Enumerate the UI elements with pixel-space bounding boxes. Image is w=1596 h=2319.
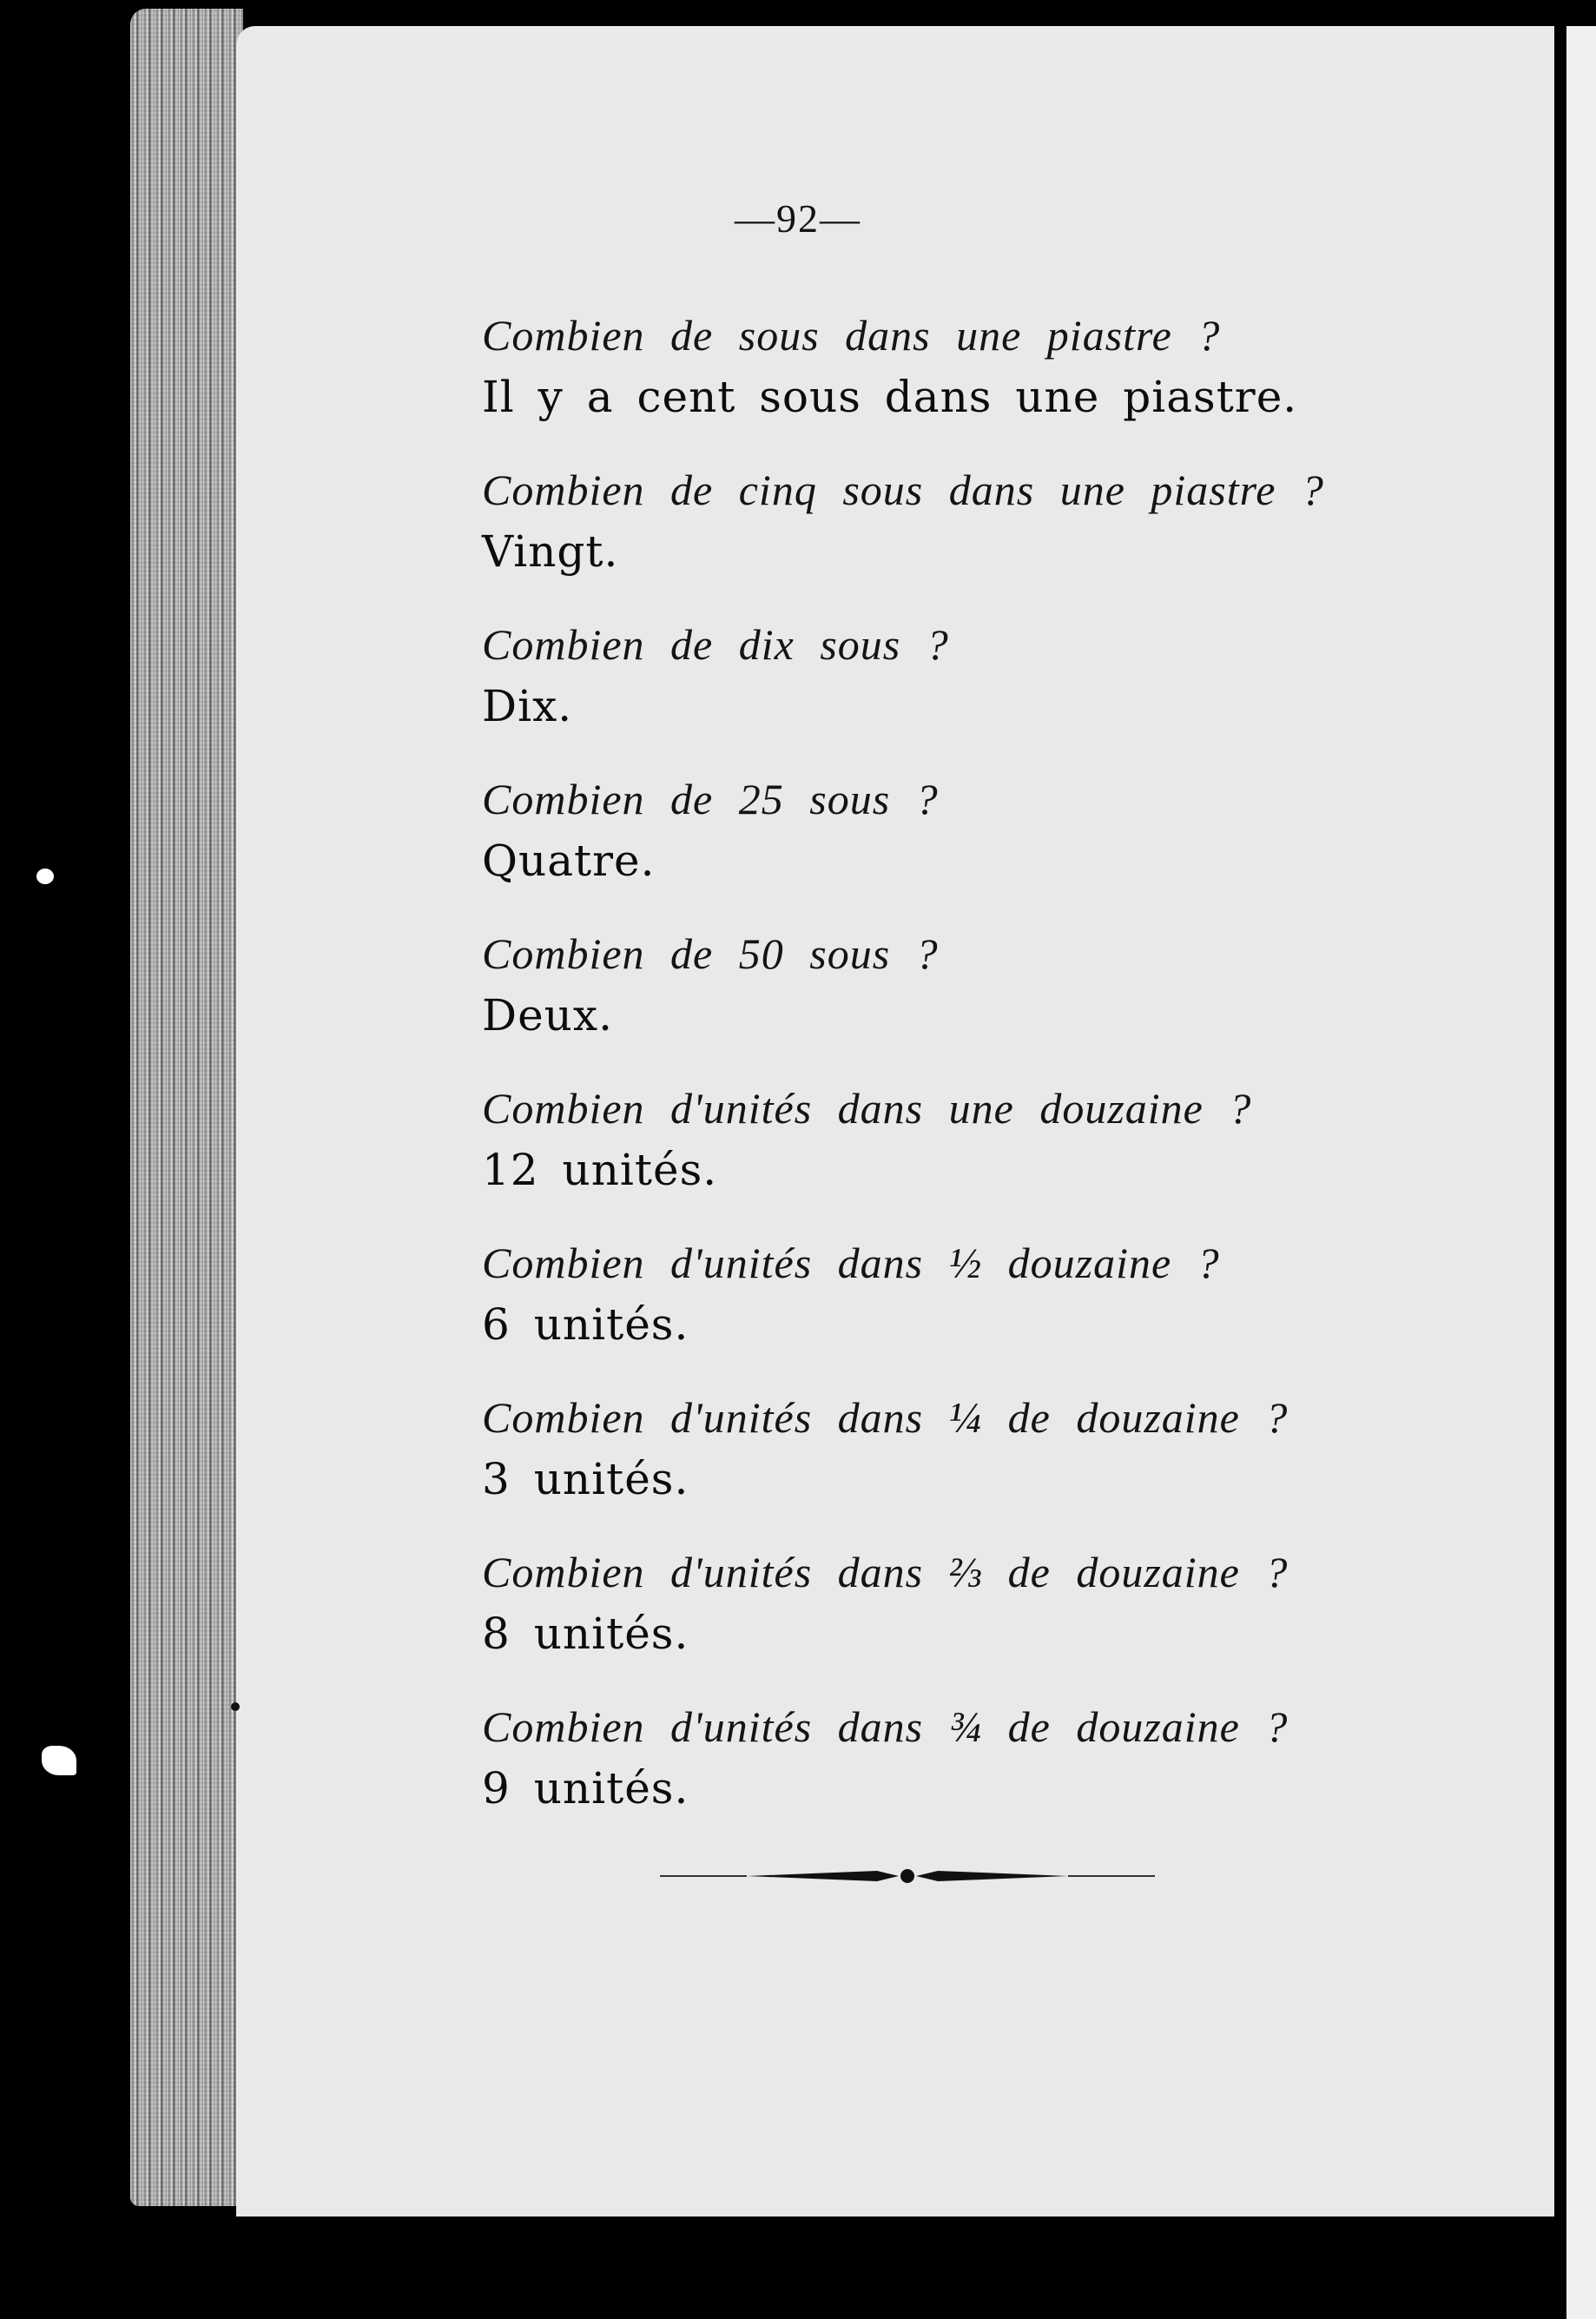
qa-item [482,1232,1437,1355]
question-text: Combien de cinq sous dans une piastre ? [482,466,1324,514]
answer-text: 8 unités. [482,1609,689,1659]
gutter-shadow [1554,0,1566,2288]
decorative-rule-icon [660,1859,1155,1893]
qa-item [482,1386,1437,1510]
answer-text: Il y a cent sous dans une piastre. [482,372,1298,422]
facing-page-edge [1566,26,1596,2319]
answer-text: 12 unités. [482,1145,718,1195]
question-text: Combien d'unités dans ½ douzaine ? [482,1239,1220,1287]
scan-speck [36,869,54,884]
question-text: Combien d'unités dans ⅔ de douzaine ? [482,1548,1289,1596]
question-text: Combien de 50 sous ? [482,929,939,978]
qa-item [482,1541,1437,1664]
question-text: Combien d'unités dans ¾ de douzaine ? [482,1702,1289,1751]
qa-item [482,613,1437,737]
question-answer-list [482,304,1437,1850]
question-text: Combien de dix sous ? [482,620,949,669]
question-text: Combien d'unités dans ¼ de douzaine ? [482,1393,1289,1442]
answer-text: 6 unités. [482,1299,689,1350]
answer-text: Quatre. [482,836,656,886]
question-text: Combien de 25 sous ? [482,775,939,823]
scan-speck [42,1746,76,1775]
answer-text: Vingt. [482,526,619,577]
scan-speck [231,1702,240,1711]
answer-text: 9 unités. [482,1763,689,1814]
answer-text: Deux. [482,990,613,1041]
answer-text: 3 unités. [482,1454,689,1504]
book-page-edges [130,9,243,2206]
qa-item [482,768,1437,891]
qa-item [482,304,1437,427]
question-text: Combien d'unités dans une douzaine ? [482,1084,1252,1133]
page-number: —92— [735,196,861,241]
qa-item [482,1695,1437,1819]
qa-item [482,1077,1437,1200]
qa-item [482,459,1437,582]
question-text: Combien de sous dans une piastre ? [482,311,1221,360]
answer-text: Dix. [482,681,573,731]
qa-item [482,922,1437,1046]
